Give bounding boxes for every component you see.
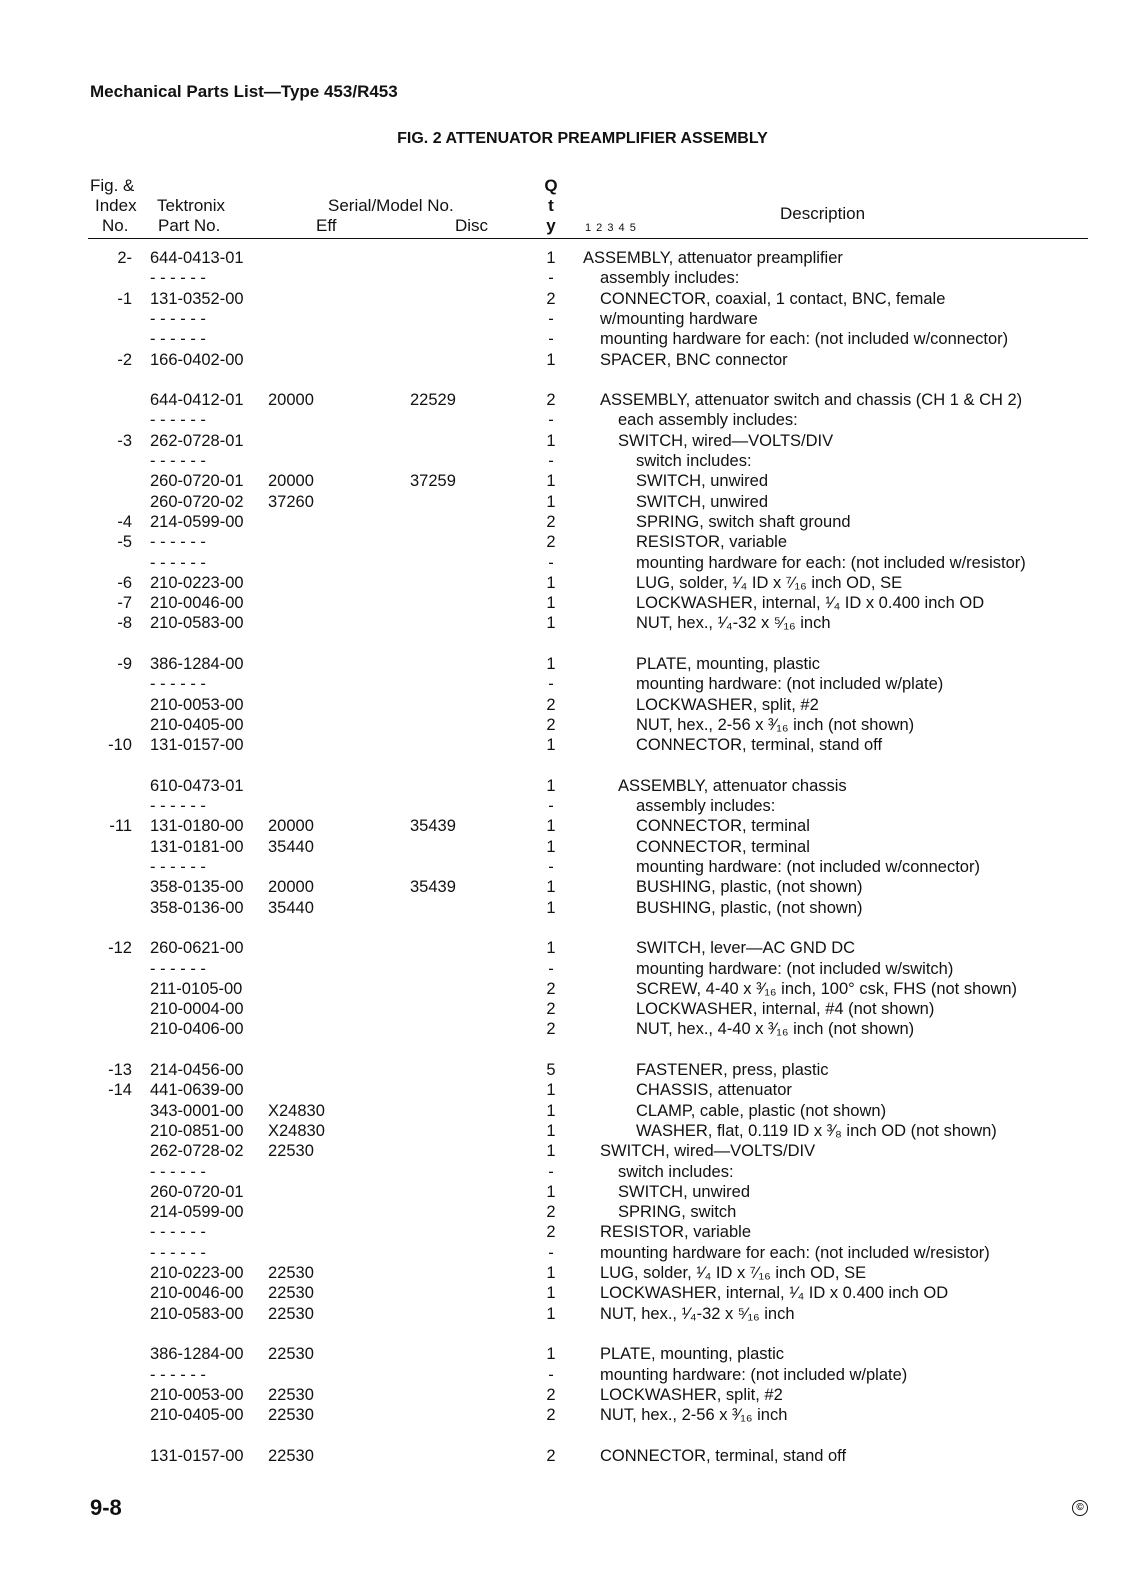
qty-cell: 1 xyxy=(546,350,556,369)
description-cell: RESISTOR, variable xyxy=(600,1223,751,1242)
description-cell: LOCKWASHER, split, #2 xyxy=(600,1385,783,1404)
qty-cell: - xyxy=(548,959,554,978)
description-cell: ASSEMBLY, attenuator chassis xyxy=(618,776,847,795)
serial-eff-cell: 22530 xyxy=(268,1446,314,1465)
table-row xyxy=(0,1162,1125,1182)
table-row xyxy=(0,1060,1125,1080)
description-cell: CONNECTOR, terminal, stand off xyxy=(600,1446,847,1465)
serial-eff-cell: 22530 xyxy=(268,1142,314,1161)
description-cell: CONNECTOR, coaxial, 1 contact, BNC, female xyxy=(600,289,946,308)
header-no-label: No. xyxy=(102,216,129,235)
qty-cell: 1 xyxy=(546,492,556,511)
part-no-cell: 386-1284-00 xyxy=(150,655,244,673)
header-eff-label: Eff xyxy=(316,216,337,235)
table-row xyxy=(0,816,1125,836)
part-no-cell: - - - - - - xyxy=(150,452,206,470)
qty-cell: 2 xyxy=(546,1000,556,1019)
part-no-cell: 386-1284-00 xyxy=(150,1345,244,1364)
qty-cell: 1 xyxy=(546,1081,556,1100)
qty-cell: 1 xyxy=(546,837,556,856)
qty-cell: 2 xyxy=(546,695,556,714)
qty-cell: 1 xyxy=(546,614,556,633)
part-no-cell: 131-0180-00 xyxy=(150,817,244,836)
description-cell: SWITCH, wired—VOLTS/DIV xyxy=(618,431,834,450)
part-no-cell: 210-0223-00 xyxy=(150,1264,244,1282)
description-cell: SPRING, switch shaft ground xyxy=(636,512,851,531)
table-row xyxy=(0,553,1125,573)
qty-cell: 2 xyxy=(546,979,556,998)
description-cell: WASHER, flat, 0.119 ID x ³⁄₈ inch OD (not shown) xyxy=(636,1121,997,1140)
description-cell: SPRING, switch xyxy=(618,1203,737,1222)
part-no-cell: - - - - - - xyxy=(150,553,206,572)
table-row xyxy=(0,248,1125,268)
qty-cell: 2 xyxy=(546,1223,556,1242)
description-cell: CONNECTOR, terminal xyxy=(636,837,810,856)
description-cell: ASSEMBLY, attenuator preamplifier xyxy=(583,249,843,267)
table-row xyxy=(0,898,1125,918)
description-cell: LOCKWASHER, split, #2 xyxy=(636,695,819,714)
description-cell: BUSHING, plastic, (not shown) xyxy=(636,878,863,897)
part-no-cell: - - - - - - xyxy=(150,309,206,328)
qty-cell: 1 xyxy=(546,573,556,592)
description-cell: mounting hardware for each: (not included w/resistor) xyxy=(636,553,1026,572)
description-cell: SWITCH, unwired xyxy=(618,1182,751,1201)
serial-disc-cell: 22529 xyxy=(410,391,456,410)
qty-cell: 2 xyxy=(546,1406,556,1425)
description-cell: FASTENER, press, plastic xyxy=(636,1061,829,1079)
index-no-cell: -11 xyxy=(109,817,132,836)
part-no-cell: 210-0046-00 xyxy=(150,1284,244,1303)
table-row xyxy=(0,715,1125,735)
part-no-cell: 131-0157-00 xyxy=(150,1446,244,1465)
table-row xyxy=(0,1385,1125,1405)
description-cell: LOCKWASHER, internal, ¹⁄₄ ID x 0.400 inch OD xyxy=(636,594,985,613)
description-cell: each assembly includes: xyxy=(618,411,798,430)
part-no-cell: 210-0405-00 xyxy=(150,715,244,734)
serial-eff-cell: 20000 xyxy=(268,817,314,836)
qty-cell: 1 xyxy=(546,594,556,613)
table-row xyxy=(0,938,1125,958)
figure-title: FIG. 2 ATTENUATOR PREAMPLIFIER ASSEMBLY xyxy=(397,130,768,147)
table-row xyxy=(0,390,1125,410)
qty-cell: 2 xyxy=(546,1020,556,1039)
part-no-cell: 262-0728-01 xyxy=(150,431,244,450)
part-no-cell: - - - - - - xyxy=(150,959,206,978)
qty-cell: 5 xyxy=(546,1061,556,1079)
qty-cell: - xyxy=(548,309,554,328)
serial-eff-cell: 35440 xyxy=(268,898,314,917)
description-cell: ASSEMBLY, attenuator switch and chassis (CH 1 & CH 2) xyxy=(600,391,1023,410)
header-fig-label: Fig. & xyxy=(90,176,135,195)
part-no-cell: 644-0413-01 xyxy=(150,249,244,267)
table-row xyxy=(0,1141,1125,1161)
part-no-cell: - - - - - - xyxy=(150,1243,206,1262)
part-no-cell: 214-0456-00 xyxy=(150,1061,244,1079)
part-no-cell: 210-0004-00 xyxy=(150,1000,244,1019)
header-disc-label: Disc xyxy=(455,216,489,235)
table-row xyxy=(0,1344,1125,1364)
table-row xyxy=(0,1080,1125,1100)
description-cell: LUG, solder, ¹⁄₄ ID x ⁷⁄₁₆ inch OD, SE xyxy=(636,573,903,592)
part-no-cell: - - - - - - xyxy=(150,411,206,430)
table-row xyxy=(0,1283,1125,1303)
part-no-cell: 131-0157-00 xyxy=(150,736,244,755)
header-index-label: Index xyxy=(95,196,137,215)
header-qty-q: Q xyxy=(544,176,558,195)
part-no-cell: 214-0599-00 xyxy=(150,1203,244,1222)
qty-cell: 1 xyxy=(546,939,556,958)
index-no-cell: -9 xyxy=(117,655,132,673)
part-no-cell: 131-0181-00 xyxy=(150,837,244,856)
serial-disc-cell: 37259 xyxy=(410,472,456,491)
header-indent-levels: 1 2 3 4 5 xyxy=(585,222,637,234)
table-row xyxy=(0,1182,1125,1202)
serial-eff-cell: 22530 xyxy=(268,1385,314,1404)
description-cell: SWITCH, unwired xyxy=(636,492,769,511)
header-rule xyxy=(88,238,1088,239)
qty-cell: 1 xyxy=(546,1264,556,1282)
part-no-cell: 441-0639-00 xyxy=(150,1081,244,1100)
part-no-cell: - - - - - - xyxy=(150,675,206,694)
description-cell: NUT, hex., ¹⁄₄-32 x ⁵⁄₁₆ inch xyxy=(600,1304,795,1323)
table-row xyxy=(0,1365,1125,1385)
table-row xyxy=(0,1019,1125,1039)
table-row xyxy=(0,1405,1125,1425)
part-no-cell: 214-0599-00 xyxy=(150,512,244,531)
qty-cell: 2 xyxy=(546,533,556,552)
table-row xyxy=(0,776,1125,796)
qty-cell: 2 xyxy=(546,1203,556,1222)
qty-cell: 1 xyxy=(546,1142,556,1161)
part-no-cell: - - - - - - xyxy=(150,1365,206,1384)
qty-cell: 1 xyxy=(546,249,556,267)
qty-cell: - xyxy=(548,797,554,816)
qty-cell: - xyxy=(548,858,554,876)
table-row xyxy=(0,1101,1125,1121)
index-no-cell: -7 xyxy=(117,594,132,613)
part-no-cell: 260-0720-02 xyxy=(150,492,244,511)
part-no-cell: 358-0136-00 xyxy=(150,898,244,917)
qty-cell: - xyxy=(548,411,554,430)
table-row xyxy=(0,410,1125,430)
description-cell: CHASSIS, attenuator xyxy=(636,1081,792,1100)
qty-cell: - xyxy=(548,269,554,288)
part-no-cell: 343-0001-00 xyxy=(150,1101,244,1120)
index-no-cell: -5 xyxy=(117,533,132,552)
table-row xyxy=(0,431,1125,451)
table-row xyxy=(0,471,1125,491)
part-no-cell: 211-0105-00 xyxy=(150,979,243,998)
description-cell: assembly includes: xyxy=(600,269,740,288)
part-no-cell: 210-0406-00 xyxy=(150,1020,244,1039)
part-no-cell: 166-0402-00 xyxy=(150,350,244,369)
header-qty-y: y xyxy=(546,216,556,235)
description-cell: NUT, hex., 2-56 x ³⁄₁₆ inch xyxy=(600,1406,788,1425)
qty-cell: 2 xyxy=(546,1446,556,1465)
index-no-cell: -2 xyxy=(117,350,132,369)
qty-cell: - xyxy=(548,452,554,470)
qty-cell: 1 xyxy=(546,655,556,673)
qty-cell: - xyxy=(548,1162,554,1181)
table-row xyxy=(0,1202,1125,1222)
table-row xyxy=(0,837,1125,857)
serial-eff-cell: 22530 xyxy=(268,1345,314,1364)
qty-cell: - xyxy=(548,553,554,572)
part-no-cell: 210-0851-00 xyxy=(150,1121,244,1140)
description-cell: SPACER, BNC connector xyxy=(600,350,788,369)
qty-cell: 2 xyxy=(546,391,556,410)
table-row xyxy=(0,350,1125,370)
part-no-cell: - - - - - - xyxy=(150,797,206,816)
table-row xyxy=(0,451,1125,471)
header-tektronix-label: Tektronix xyxy=(157,196,226,215)
index-no-cell: -10 xyxy=(108,736,132,755)
table-row xyxy=(0,654,1125,674)
part-no-cell: - - - - - - xyxy=(150,1223,206,1242)
index-no-cell: -8 xyxy=(117,614,132,633)
description-cell: RESISTOR, variable xyxy=(636,533,787,552)
part-no-cell: 210-0583-00 xyxy=(150,614,244,633)
description-cell: SWITCH, wired—VOLTS/DIV xyxy=(600,1142,816,1161)
serial-eff-cell: 22530 xyxy=(268,1264,314,1282)
part-no-cell: 210-0053-00 xyxy=(150,695,244,714)
description-cell: switch includes: xyxy=(618,1162,734,1181)
part-no-cell: - - - - - - xyxy=(150,269,206,288)
description-cell: SWITCH, lever—AC GND DC xyxy=(636,939,856,958)
header-qty-t: t xyxy=(548,196,554,215)
serial-eff-cell: X24830 xyxy=(268,1121,325,1140)
part-no-cell: 260-0720-01 xyxy=(150,472,244,491)
part-no-cell: 210-0223-00 xyxy=(150,573,244,592)
serial-eff-cell: 37260 xyxy=(268,492,314,511)
table-row xyxy=(0,1304,1125,1324)
table-row xyxy=(0,695,1125,715)
table-row xyxy=(0,735,1125,755)
part-no-cell: 610-0473-01 xyxy=(150,776,244,795)
serial-eff-cell: 20000 xyxy=(268,472,314,491)
table-row xyxy=(0,1121,1125,1141)
description-cell: PLATE, mounting, plastic xyxy=(600,1345,785,1364)
serial-eff-cell: 22530 xyxy=(268,1284,314,1303)
serial-eff-cell: X24830 xyxy=(268,1101,325,1120)
qty-cell: 1 xyxy=(546,817,556,836)
qty-cell: - xyxy=(548,1365,554,1384)
description-cell: LOCKWASHER, internal, #4 (not shown) xyxy=(636,1000,935,1019)
description-cell: NUT, hex., 2-56 x ³⁄₁₆ inch (not shown) xyxy=(636,715,915,734)
qty-cell: 1 xyxy=(546,736,556,755)
part-no-cell: - - - - - - xyxy=(150,330,206,349)
qty-cell: - xyxy=(548,1243,554,1262)
table-row xyxy=(0,796,1125,816)
table-row xyxy=(0,309,1125,329)
table-row xyxy=(0,492,1125,512)
copyright-mark: © xyxy=(1072,1500,1088,1516)
index-no-cell: -6 xyxy=(117,573,132,592)
qty-cell: 1 xyxy=(546,1345,556,1364)
qty-cell: 1 xyxy=(546,1101,556,1120)
index-no-cell: 2- xyxy=(117,249,132,267)
qty-cell: 1 xyxy=(546,1304,556,1323)
part-no-cell: 260-0621-00 xyxy=(150,939,244,958)
table-row xyxy=(0,877,1125,897)
description-cell: w/mounting hardware xyxy=(600,309,758,328)
table-row xyxy=(0,674,1125,694)
part-no-cell: - - - - - - xyxy=(150,533,206,552)
table-row xyxy=(0,1222,1125,1242)
qty-cell: 1 xyxy=(546,431,556,450)
qty-cell: 1 xyxy=(546,898,556,917)
table-row xyxy=(0,979,1125,999)
qty-cell: 2 xyxy=(546,289,556,308)
serial-disc-cell: 35439 xyxy=(410,817,456,836)
table-row xyxy=(0,959,1125,979)
qty-cell: 1 xyxy=(546,472,556,491)
table-row xyxy=(0,512,1125,532)
table-row xyxy=(0,593,1125,613)
part-no-cell: 131-0352-00 xyxy=(150,289,244,308)
serial-eff-cell: 22530 xyxy=(268,1406,314,1425)
page-header: Mechanical Parts List—Type 453/R453 xyxy=(90,82,398,101)
description-cell: BUSHING, plastic, (not shown) xyxy=(636,898,863,917)
page-number: 9-8 xyxy=(90,1495,122,1520)
table-row xyxy=(0,573,1125,593)
description-cell: CONNECTOR, terminal, stand off xyxy=(636,736,883,755)
table-row xyxy=(0,329,1125,349)
part-no-cell: 210-0053-00 xyxy=(150,1385,244,1404)
description-cell: LOCKWASHER, internal, ¹⁄₄ ID x 0.400 inch OD xyxy=(600,1284,949,1303)
description-cell: CONNECTOR, terminal xyxy=(636,817,810,836)
table-row xyxy=(0,857,1125,877)
part-no-cell: 262-0728-02 xyxy=(150,1142,244,1161)
part-no-cell: - - - - - - xyxy=(150,858,206,876)
part-no-cell: - - - - - - xyxy=(150,1162,206,1181)
part-no-cell: 210-0405-00 xyxy=(150,1406,244,1425)
header-serial-label: Serial/Model No. xyxy=(328,196,454,215)
description-cell: mounting hardware: (not included w/switch) xyxy=(636,959,954,978)
serial-eff-cell: 22530 xyxy=(268,1304,314,1323)
part-no-cell: 210-0046-00 xyxy=(150,594,244,613)
index-no-cell: -4 xyxy=(117,512,132,531)
index-no-cell: -13 xyxy=(108,1061,132,1079)
index-no-cell: -1 xyxy=(117,289,132,308)
qty-cell: 1 xyxy=(546,1121,556,1140)
description-cell: PLATE, mounting, plastic xyxy=(636,655,821,673)
description-cell: switch includes: xyxy=(636,452,752,470)
serial-eff-cell: 20000 xyxy=(268,391,314,410)
table-row xyxy=(0,1243,1125,1263)
header-part-no-label: Part No. xyxy=(158,216,221,235)
table-row xyxy=(0,613,1125,633)
qty-cell: 1 xyxy=(546,1284,556,1303)
serial-disc-cell: 35439 xyxy=(410,878,456,897)
description-cell: CLAMP, cable, plastic (not shown) xyxy=(636,1101,887,1120)
qty-cell: 2 xyxy=(546,1385,556,1404)
description-cell: assembly includes: xyxy=(636,797,776,816)
description-cell: SCREW, 4-40 x ³⁄₁₆ inch, 100° csk, FHS (not shown) xyxy=(636,979,1018,998)
qty-cell: 1 xyxy=(546,878,556,897)
description-cell: mounting hardware: (not included w/plate) xyxy=(600,1365,908,1384)
description-cell: NUT, hex., ¹⁄₄-32 x ⁵⁄₁₆ inch xyxy=(636,614,831,633)
table-row xyxy=(0,1446,1125,1466)
index-no-cell: -12 xyxy=(108,939,132,958)
qty-cell: 2 xyxy=(546,512,556,531)
serial-eff-cell: 20000 xyxy=(268,878,314,897)
qty-cell: 1 xyxy=(546,776,556,795)
description-cell: mounting hardware for each: (not included w/resistor) xyxy=(600,1243,990,1262)
description-cell: mounting hardware for each: (not included w/connector) xyxy=(600,330,1009,349)
description-cell: mounting hardware: (not included w/plate) xyxy=(636,675,944,694)
qty-cell: 1 xyxy=(546,1182,556,1201)
qty-cell: - xyxy=(548,675,554,694)
qty-cell: - xyxy=(548,330,554,349)
description-cell: LUG, solder, ¹⁄₄ ID x ⁷⁄₁₆ inch OD, SE xyxy=(600,1264,867,1282)
table-row xyxy=(0,268,1125,288)
description-cell: NUT, hex., 4-40 x ³⁄₁₆ inch (not shown) xyxy=(636,1020,915,1039)
part-no-cell: 260-0720-01 xyxy=(150,1182,244,1201)
description-cell: mounting hardware: (not included w/connector) xyxy=(636,858,980,876)
table-row xyxy=(0,532,1125,552)
table-row xyxy=(0,289,1125,309)
table-row xyxy=(0,1263,1125,1283)
description-cell: SWITCH, unwired xyxy=(636,472,769,491)
part-no-cell: 644-0412-01 xyxy=(150,391,244,410)
part-no-cell: 358-0135-00 xyxy=(150,878,244,897)
table-row xyxy=(0,999,1125,1019)
serial-eff-cell: 35440 xyxy=(268,837,314,856)
qty-cell: 2 xyxy=(546,715,556,734)
index-no-cell: -3 xyxy=(117,431,132,450)
part-no-cell: 210-0583-00 xyxy=(150,1304,244,1323)
header-description-label: Description xyxy=(780,204,866,223)
index-no-cell: -14 xyxy=(108,1081,132,1100)
